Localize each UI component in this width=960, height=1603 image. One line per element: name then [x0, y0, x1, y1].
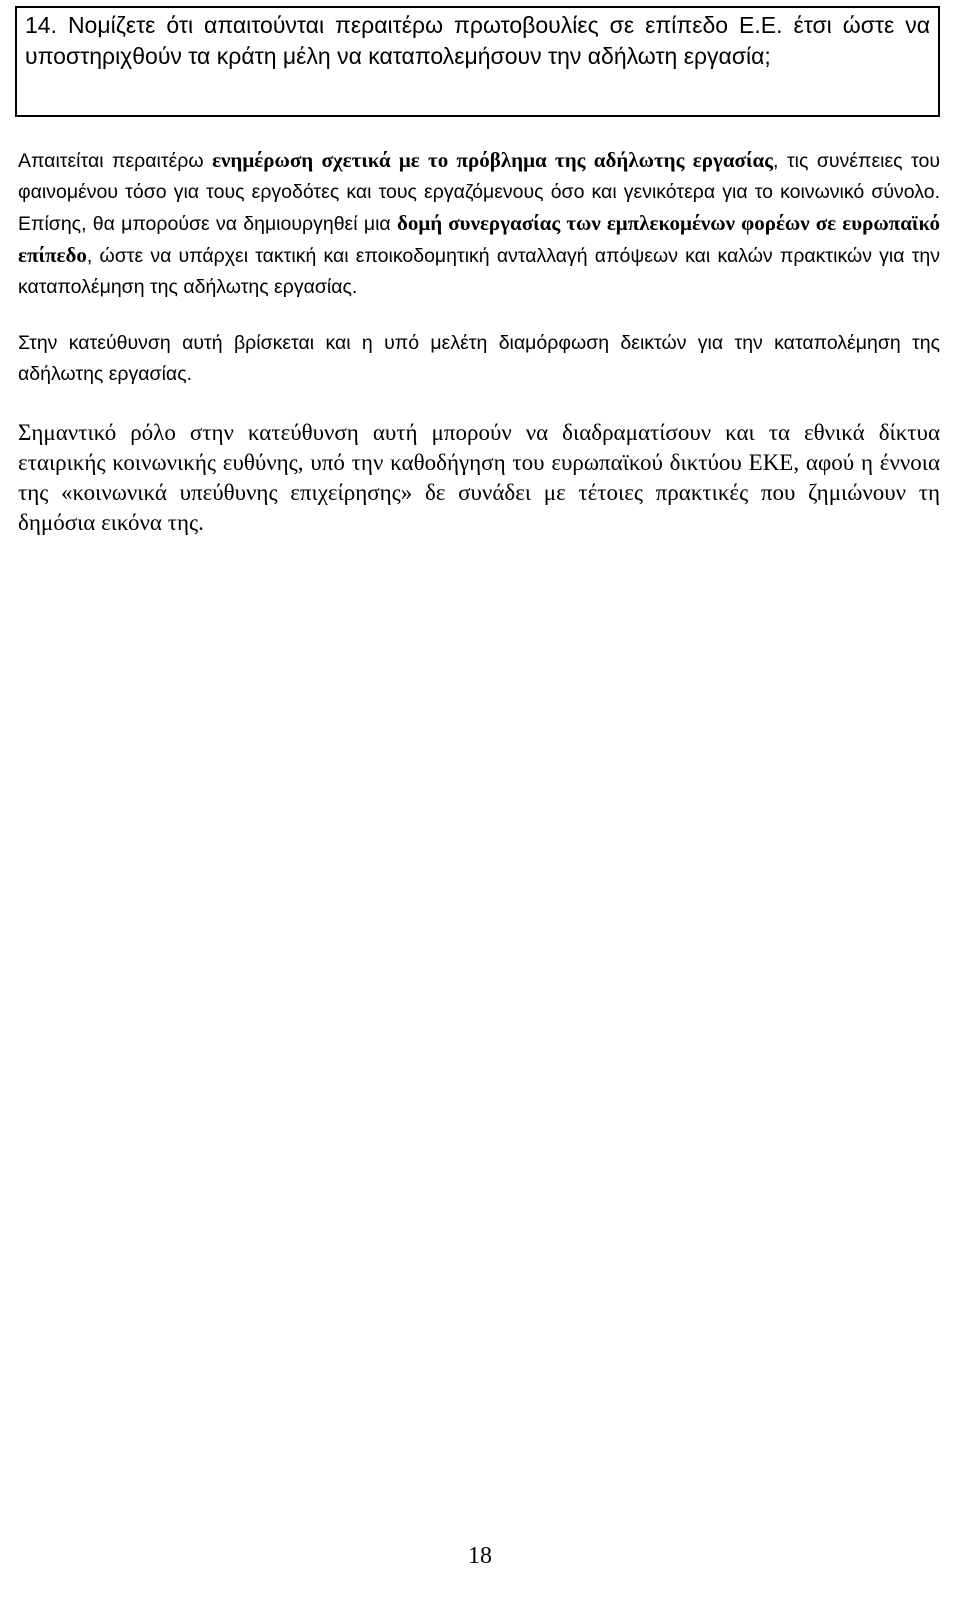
paragraph-1-text-3: , ώστε να υπάρχει τακτική και εποικοδομητική ανταλλαγή απόψεων και καλών πρακτικών για την καταπολέμηση της αδήλωτης εργασίας. — [18, 245, 940, 298]
paragraph-1-text-2: , τις συνέπειες του φαινομένου τόσο για τους εργοδότες και τους εργαζόμενους όσο και γενικότερα για το κοινωνικό σύνολο. Επίσης, θα μπορούσε να δημιουργηθεί μια — [18, 150, 940, 235]
answer-paragraph-2: Στην κατεύθυνση αυτή βρίσκεται και η υπό μελέτη διαμόρφωση δεικτών για την καταπολέμηση της αδήλωτης εργασίας. — [18, 332, 940, 385]
paragraph-1-text-1: Απαιτείται περαιτέρω — [18, 150, 213, 172]
question-text: 14. Νομίζετε ότι απαιτούνται περαιτέρω πρωτοβουλίες σε επίπεδο Ε.Ε. έτσι ώστε να υποστηριχθούν τα κράτη μέλη να καταπολεμήσουν την αδήλωτη εργασία; — [25, 12, 930, 69]
answer-paragraph-1 — [18, 145, 940, 303]
answer-paragraph-3: Σημαντικό ρόλο στην κατεύθυνση αυτή μπορούν να διαδραματίσουν και τα εθνικά δίκτυα εταιρικής κοινωνικής ευθύνης, υπό την καθοδήγηση του ευρωπαϊκού δικτύου ΕΚΕ, αφού η έννοια της «κοινωνικά υπεύθυνης επιχείρησης» δε συνάδει με τέτοιες πρακτικές που ζημιώνουν τη δημόσια εικόνα της. — [18, 420, 940, 535]
page-number: 18 — [468, 1543, 492, 1569]
question-box — [15, 6, 940, 117]
paragraph-1-bold-2: δομή συνεργασίας των εμπλεκομένων φορέων σε ευρωπαϊκό επίπεδο — [18, 211, 940, 267]
paragraph-1-bold-1: ενημέρωση σχετικά με το πρόβλημα της αδήλωτης εργασίας — [212, 148, 774, 172]
